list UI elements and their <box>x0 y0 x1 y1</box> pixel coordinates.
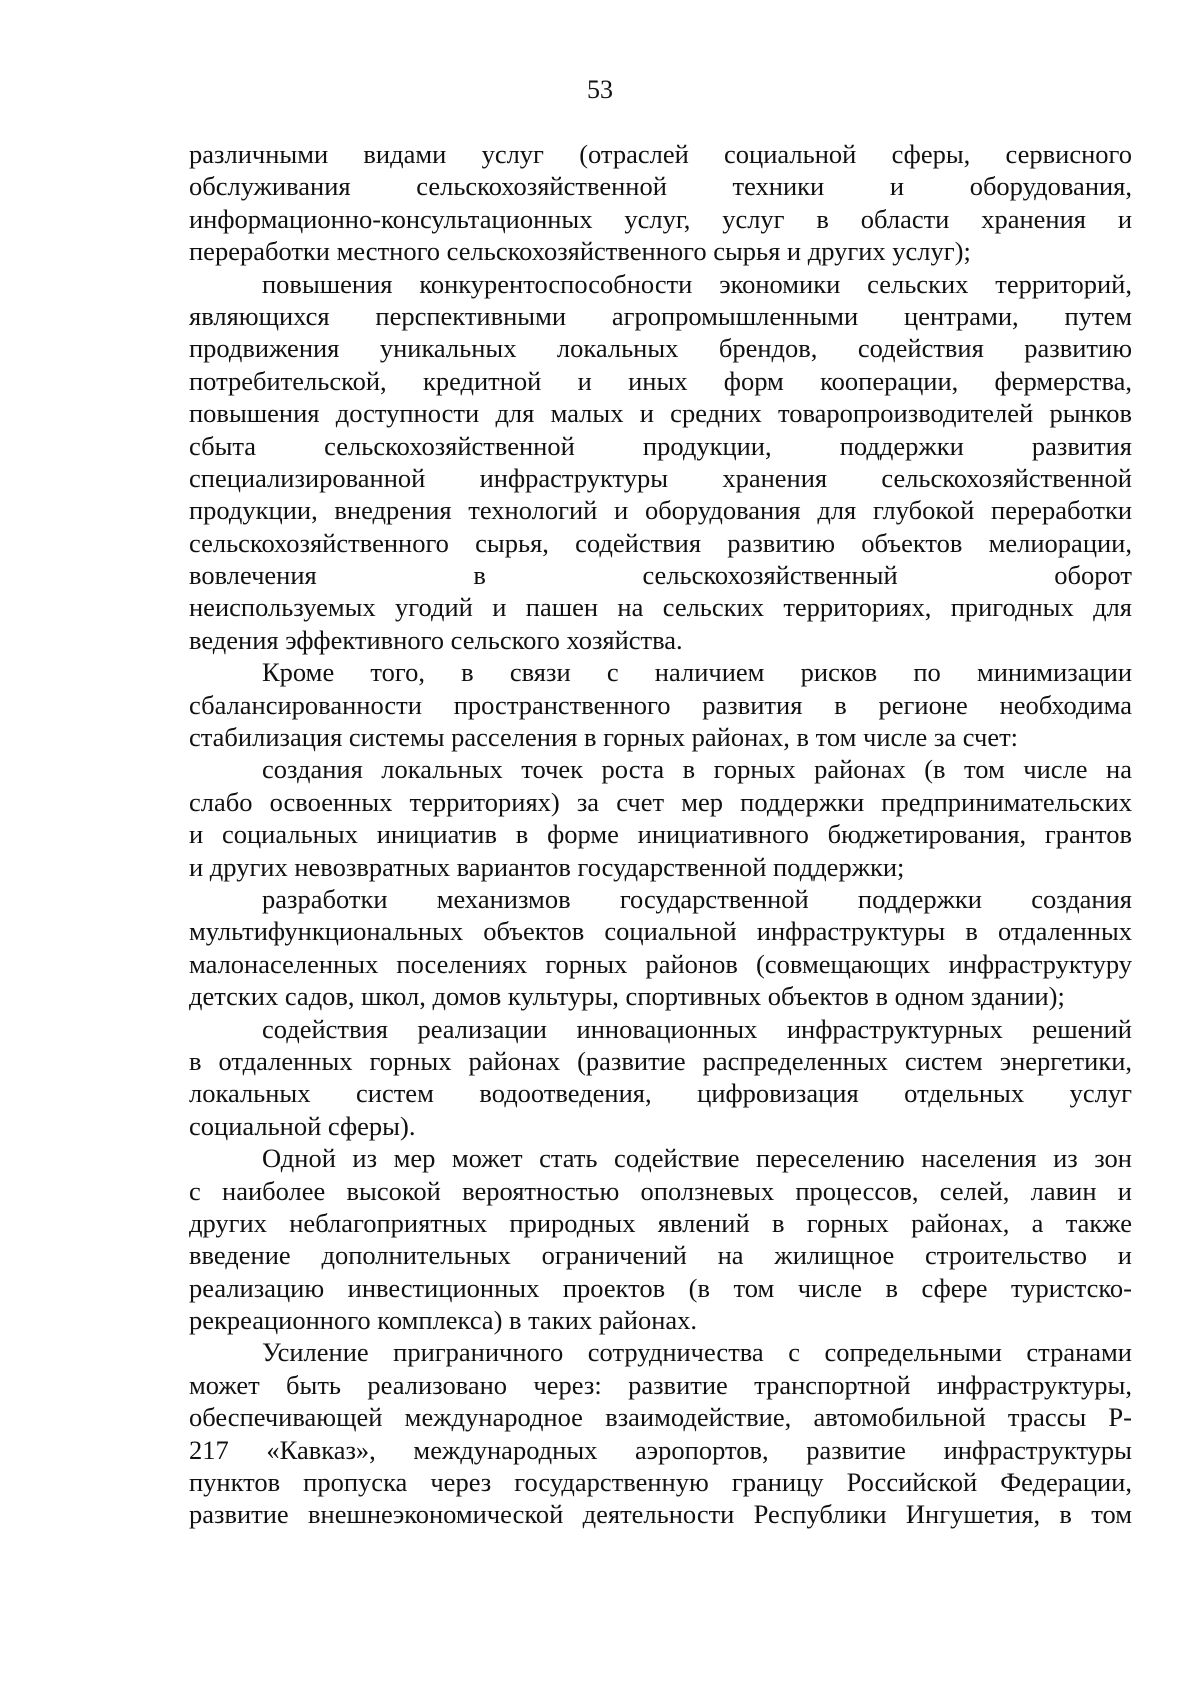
text-line: Усиление приграничного сотрудничества с сопредельными странами <box>262 1337 1132 1368</box>
text-line: с наиболее высокой вероятностью оползневых процессов, селей, лавин и <box>189 1175 1132 1206</box>
text-line: вовлечения в сельскохозяйственный оборот <box>189 560 1132 591</box>
text-line: слабо освоенных территориях) за счет мер поддержки предпринимательских <box>189 786 1132 817</box>
text-line: являющихся перспективными агропромышленными центрами, путем <box>189 300 1132 331</box>
page-number: 53 <box>587 75 613 104</box>
paragraph-4 <box>189 753 1132 883</box>
text-line: создания локальных точек роста в горных районах (в том числе на <box>262 754 1132 785</box>
paragraph-7 <box>189 1142 1132 1336</box>
text-line: развитие внешнеэкономической деятельности Республики Ингушетия, в том <box>189 1499 1132 1530</box>
text-line: специализированной инфраструктуры хранения сельскохозяйственной <box>189 462 1132 493</box>
text-line: Одной из мер может стать содействие переселению населения из зон <box>262 1143 1132 1174</box>
text-line: разработки механизмов государственной поддержки создания <box>262 883 1132 914</box>
paragraph-8 <box>189 1336 1132 1530</box>
text-line: содействия реализации инновационных инфраструктурных решений <box>262 1013 1132 1044</box>
paragraph-1 <box>189 138 1132 268</box>
text-line: пунктов пропуска через государственную границу Российской Федерации, <box>189 1467 1132 1498</box>
text-line: и других невозвратных вариантов государственной поддержки; <box>189 851 905 882</box>
text-line: обслуживания сельскохозяйственной техники и оборудования, <box>189 171 1132 202</box>
text-line: различными видами услуг (отраслей социальной сферы, сервисного <box>189 139 1132 169</box>
text-line: может быть реализовано через: развитие транспортной инфраструктуры, <box>189 1369 1132 1400</box>
text-line: сбалансированности пространственного развития в регионе необходима <box>189 689 1132 720</box>
paragraph-5 <box>189 883 1132 1013</box>
text-line: локальных систем водоотведения, цифровизация отдельных услуг <box>189 1078 1132 1109</box>
text-line: в отдаленных горных районах (развитие распределенных систем энергетики, <box>189 1045 1132 1076</box>
text-line: повышения конкурентоспособности экономики сельских территорий, <box>262 268 1132 299</box>
text-line: мультифункциональных объектов социальной инфраструктуры в отдаленных <box>189 916 1132 947</box>
text-line: потребительской, кредитной и иных форм кооперации, фермерства, <box>189 365 1132 396</box>
text-line: социальной сферы). <box>189 1110 416 1141</box>
text-line: продвижения уникальных локальных брендов, содействия развитию <box>189 333 1132 364</box>
text-line: продукции, внедрения технологий и оборудования для глубокой переработки <box>189 495 1132 526</box>
text-line: 217 «Кавказ», международных аэропортов, развитие инфраструктуры <box>189 1434 1132 1465</box>
document-body <box>189 138 1132 1531</box>
text-line: обеспечивающей международное взаимодействие, автомобильной трассы Р- <box>189 1402 1132 1433</box>
text-line: сельскохозяйственного сырья, содействия развитию объектов мелиорации, <box>189 527 1132 558</box>
text-line: неиспользуемых угодий и пашен на сельских территориях, пригодных для <box>189 592 1132 623</box>
text-line: Кроме того, в связи с наличием рисков по минимизации <box>262 657 1132 688</box>
text-line: других неблагоприятных природных явлений в горных районах, а также <box>189 1207 1132 1238</box>
text-line: реализацию инвестиционных проектов (в том числе в сфере туристско- <box>189 1272 1132 1303</box>
text-line: введение дополнительных ограничений на жилищное строительство и <box>189 1240 1132 1271</box>
text-line: рекреационного комплекса) в таких районах. <box>189 1305 698 1336</box>
text-line: информационно-консультационных услуг, услуг в области хранения и <box>189 203 1132 234</box>
text-line: стабилизация системы расселения в горных районах, в том числе за счет: <box>189 722 1019 753</box>
text-line: ведения эффективного сельского хозяйства. <box>189 624 683 655</box>
paragraph-3 <box>189 656 1132 753</box>
text-line: детских садов, школ, домов культуры, спортивных объектов в одном здании); <box>189 981 1065 1012</box>
text-line: малонаселенных поселениях горных районов (совмещающих инфраструктуру <box>189 948 1132 979</box>
text-line: сбыта сельскохозяйственной продукции, поддержки развития <box>189 430 1132 461</box>
paragraph-2 <box>189 268 1132 657</box>
text-line: переработки местного сельскохозяйственного сырья и других услуг); <box>189 236 971 267</box>
text-line: повышения доступности для малых и средних товаропроизводителей рынков <box>189 398 1132 429</box>
paragraph-6 <box>189 1013 1132 1143</box>
text-line: и социальных инициатив в форме инициативного бюджетирования, грантов <box>189 819 1132 850</box>
